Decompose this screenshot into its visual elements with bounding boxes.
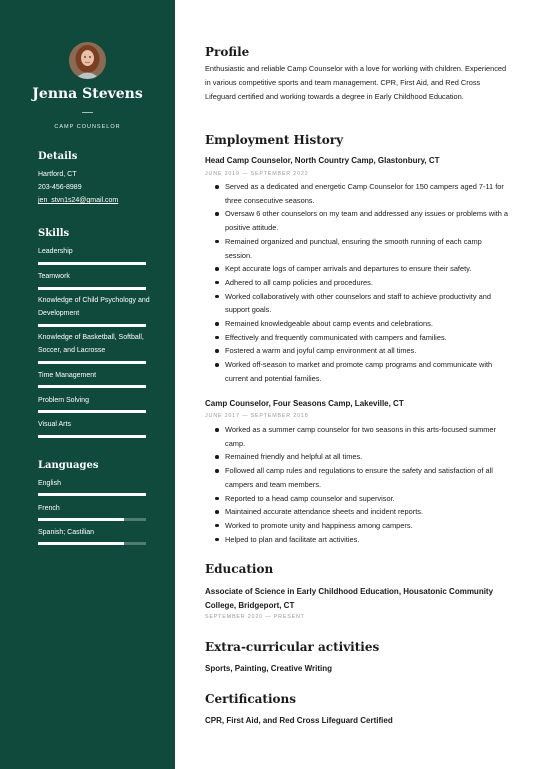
languages-heading: Languages (38, 460, 99, 471)
skill-bar (38, 324, 146, 327)
avatar-photo (69, 42, 106, 79)
list-item: Effectively and frequently communicated with campers and families. (205, 331, 510, 345)
skill-label: Leadership (38, 248, 73, 255)
skill-bar-fill (38, 287, 146, 290)
job-role: CAMP COUNSELOR (54, 124, 121, 130)
skill-label: Visual Arts (38, 421, 71, 428)
language-bar (38, 518, 146, 521)
skill-bar (38, 435, 146, 438)
details-heading: Details (38, 151, 78, 162)
skill-bar-fill (38, 385, 146, 388)
list-item: Oversaw 6 other counselors on my team and addressed any issues or problems with a positive attitude. (205, 207, 510, 234)
job-title: Head Camp Counselor, North Country Camp, Glastonbury, CT (205, 156, 440, 165)
job-bullets (205, 423, 510, 546)
skill-bar (38, 410, 146, 413)
list-item: Reported to a head camp counselor and supervisor. (205, 492, 510, 506)
language-label: French (38, 505, 60, 512)
list-item: Worked off-season to market and promote camp programs and communicate with current and potential families. (205, 358, 510, 385)
skill-bar (38, 287, 146, 290)
list-item: Remained organized and punctual, ensuring the smooth running of each camp session. (205, 235, 510, 262)
extracurricular-text: Sports, Painting, Creative Writing (205, 664, 332, 673)
skill-bar-fill (38, 435, 146, 438)
list-item: Kept accurate logs of camper arrivals and departures to ensure their safety. (205, 262, 510, 276)
skill-bar-fill (38, 324, 146, 327)
language-label: English (38, 480, 61, 487)
language-bar-fill (38, 542, 124, 545)
details-city: Hartford, CT (38, 171, 77, 178)
language-bar-fill (38, 518, 124, 521)
job-dates: JUNE 2019 — SEPTEMBER 2022 (205, 171, 309, 177)
language-bar-fill (38, 493, 146, 496)
list-item: Remained knowledgeable about camp events and celebrations. (205, 317, 510, 331)
language-bar (38, 493, 146, 496)
language-bar (38, 542, 146, 545)
profile-heading: Profile (205, 45, 250, 59)
education-degree: Associate of Science in Early Childhood Education, Housatonic Community College, Bridgeport, CT (205, 587, 494, 610)
avatar (69, 42, 106, 79)
list-item: Worked as a summer camp counselor for two seasons in this arts-focused summer camp. (205, 423, 510, 450)
list-item: Followed all camp rules and regulations to ensure the safety and satisfaction of all campers and team members. (205, 464, 510, 491)
education-dates: SEPTEMBER 2020 — PRESENT (205, 614, 305, 620)
skill-bar (38, 361, 146, 364)
job-title: Camp Counselor, Four Seasons Camp, Lakeville, CT (205, 399, 404, 408)
list-item: Worked collaboratively with other counselors and staff to achieve productivity and support goals. (205, 290, 510, 317)
education-heading: Education (205, 562, 274, 576)
job-bullets (205, 180, 510, 386)
skill-bar (38, 385, 146, 388)
extracurricular-heading: Extra-curricular activities (205, 640, 380, 654)
skill-label: Teamwork (38, 273, 70, 280)
skill-bar (38, 262, 146, 265)
list-item: Worked to promote unity and happiness among campers. (205, 519, 510, 533)
skill-label: Knowledge of Basketball, Softball, Soccer, and Lacrosse (38, 334, 144, 354)
certifications-text: CPR, First Aid, and Red Cross Lifeguard Certified (205, 716, 393, 725)
list-item: Adhered to all camp policies and procedures. (205, 276, 510, 290)
job-dates: JUNE 2017 — SEPTEMBER 2018 (205, 413, 309, 419)
list-item: Served as a dedicated and energetic Camp Counselor for 150 campers aged 7-11 for three consecutive seasons. (205, 180, 510, 207)
name-divider (82, 112, 93, 113)
skill-label: Problem Solving (38, 397, 89, 404)
list-item: Maintained accurate attendance sheets and incident reports. (205, 505, 510, 519)
skill-label: Knowledge of Child Psychology and Development (38, 297, 150, 317)
list-item: Remained friendly and helpful at all times. (205, 450, 510, 464)
details-phone: 203-456-8989 (38, 184, 82, 191)
language-label: Spanish; Castilian (38, 529, 95, 536)
details-email-link[interactable]: jen_stvn1s24@gmail.com (38, 197, 119, 204)
skill-bar-fill (38, 410, 146, 413)
skills-heading: Skills (38, 228, 70, 239)
profile-text: Enthusiastic and reliable Camp Counselor with a love for working with children. Experienced in various competitive sports and team management. CPR, First Aid, and Red Cross Lifeguard certified and working towards a degree in Early Childhood Education. (205, 64, 507, 101)
candidate-name: Jenna Stevens (32, 86, 143, 102)
skill-label: Time Management (38, 372, 97, 379)
list-item: Helped to plan and facilitate art activities. (205, 533, 510, 547)
skill-bar-fill (38, 361, 146, 364)
sidebar (0, 0, 175, 769)
certifications-heading: Certifications (205, 692, 297, 706)
employment-heading: Employment History (205, 133, 344, 147)
list-item: Fostered a warm and joyful camp environment at all times. (205, 344, 510, 358)
skill-bar-fill (38, 262, 146, 265)
